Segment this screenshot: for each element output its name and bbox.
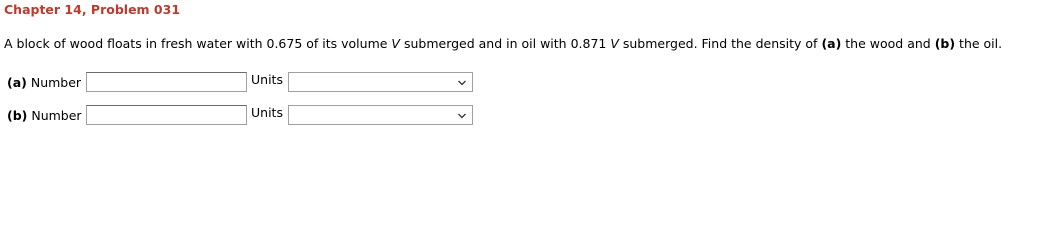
problem-statement [4, 36, 1002, 51]
number-label-b: Number [27, 107, 82, 123]
units-select-b[interactable] [288, 105, 473, 125]
number-label-a: Number [26, 74, 82, 90]
part-a-label [7, 75, 86, 90]
units-label-b: Units [251, 104, 283, 120]
part-b-marker: (b) [934, 36, 956, 51]
answer-row-a [7, 71, 473, 93]
answer-row-b [7, 104, 473, 126]
units-label-a: Units [251, 71, 283, 87]
units-select-a[interactable] [288, 72, 473, 92]
volume-variable-1: V [391, 36, 400, 51]
problem-text-2: submerged and in oil with 0.871 [399, 36, 611, 51]
problem-title: Chapter 14, Problem 031 [4, 2, 181, 17]
part-a-tag: (a) [7, 74, 27, 90]
problem-text-4: the wood and [841, 36, 935, 51]
part-a-marker: (a) [821, 36, 842, 51]
part-b-tag: (b) [7, 107, 28, 123]
problem-text-3: submerged. Find the density of [618, 36, 822, 51]
chevron-down-icon [458, 113, 466, 119]
number-input-b[interactable] [86, 105, 247, 125]
volume-variable-2: V [610, 36, 619, 51]
problem-text-5: the oil. [955, 36, 1003, 51]
problem-text-1: A block of wood floats in fresh water with 0.675 of its volume [4, 36, 392, 51]
chevron-down-icon [458, 80, 466, 86]
part-b-label [7, 108, 86, 123]
number-input-a[interactable] [86, 72, 247, 92]
